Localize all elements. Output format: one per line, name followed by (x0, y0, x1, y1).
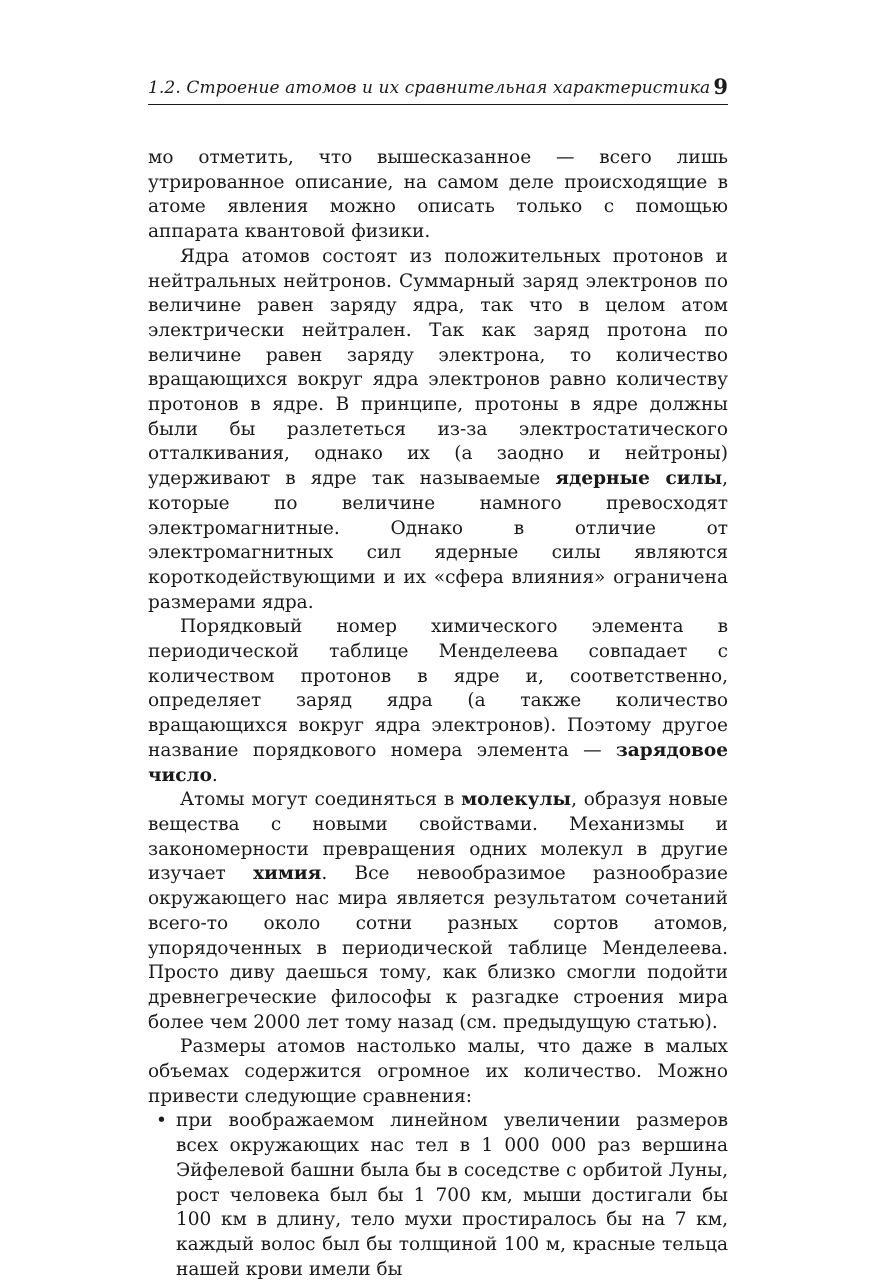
page-number: 9 (713, 74, 728, 99)
paragraph-nuclei (148, 245, 728, 616)
text-run: мо отметить, что вышесказанное — всего лишь утрированное описание, на самом деле происходящие в атоме явления можно описать только с помощью аппарата квантовой физики. (148, 147, 728, 243)
paragraph-molecules (148, 788, 728, 1035)
bold-term: химия (253, 863, 322, 885)
text-run: Порядковый номер химического элемента в периодической таблице Менделеева совпадает с количеством протонов в ядре и, соответственно, определяет заряд ядра (а также количество вращающихся вокруг ядра электронов). Поэтому другое название порядкового номера элемента — (148, 616, 728, 761)
paragraph-atom-sizes (148, 1035, 728, 1109)
list-item-text: при воображаемом линейном увеличении размеров всех окружающих нас тел в 1 000 000 раз вершина Эйфелевой башни была бы в соседстве с орбитой Луны, рост человека был бы 1 700 км, мыши достигали бы 100 км в длину, тело мухи простиралось бы на 7 км, каждый волос был бы толщиной 100 м, красные тельца нашей крови имели бы (176, 1110, 728, 1280)
text-run: . Все невообразимое разнообразие окружающего нас мира является результатом сочетаний всего-то около сотни разных сортов атомов, упорядоченных в периодической таблице Менделеева. Просто диву даешься тому, как близко смогли подойти древнегреческие философы к разгадке строения мира более чем 2000 лет тому назад (см. предыдущую статью). (148, 863, 728, 1033)
text-run: , которые по величине намного превосходят электромагнитные. Однако в отличие от электромагнитных сил ядерные силы являются короткодействующими и их «сфера влияния» ограничена размерами ядра. (148, 468, 729, 613)
text-run: Ядра атомов состоят из положительных протонов и нейтральных нейтронов. Суммарный заряд электронов по величине равен заряду ядра, так что в целом атом электрически нейтрален. Так как заряд протона по величине равен заряду электрона, то количество вращающихся вокруг ядра электронов равно количеству протонов в ядре. В принципе, протоны в ядре должны были бы разлететься из-за электростатического отталкивания, однако их (а заодно и нейтроны) удерживают в ядре так называемые (148, 245, 728, 490)
text-run: Атомы могут соединяться в (180, 789, 462, 811)
bold-term: ядерные силы (555, 468, 723, 490)
text-run: Размеры атомов настолько малы, что даже в малых объемах содержится огромное их количество. Можно привести следующие сравнения: (148, 1036, 728, 1107)
bullet-icon: • (156, 1110, 167, 1132)
list-item (148, 1109, 728, 1282)
paragraph-continuation (148, 146, 728, 245)
text-run: , образуя новые вещества с новыми свойствами. Механизмы и закономерности превращения одних молекул в другие изучает (148, 789, 728, 885)
text-run: . (211, 764, 218, 786)
bold-term: молекулы (461, 789, 572, 811)
running-title: 1.2. Строение атомов и их сравнительная характеристика (148, 78, 711, 98)
paragraph-atomic-number (148, 615, 728, 788)
bold-term: зарядовое число (148, 739, 728, 786)
body-text (148, 146, 728, 1282)
page-header (148, 76, 728, 105)
